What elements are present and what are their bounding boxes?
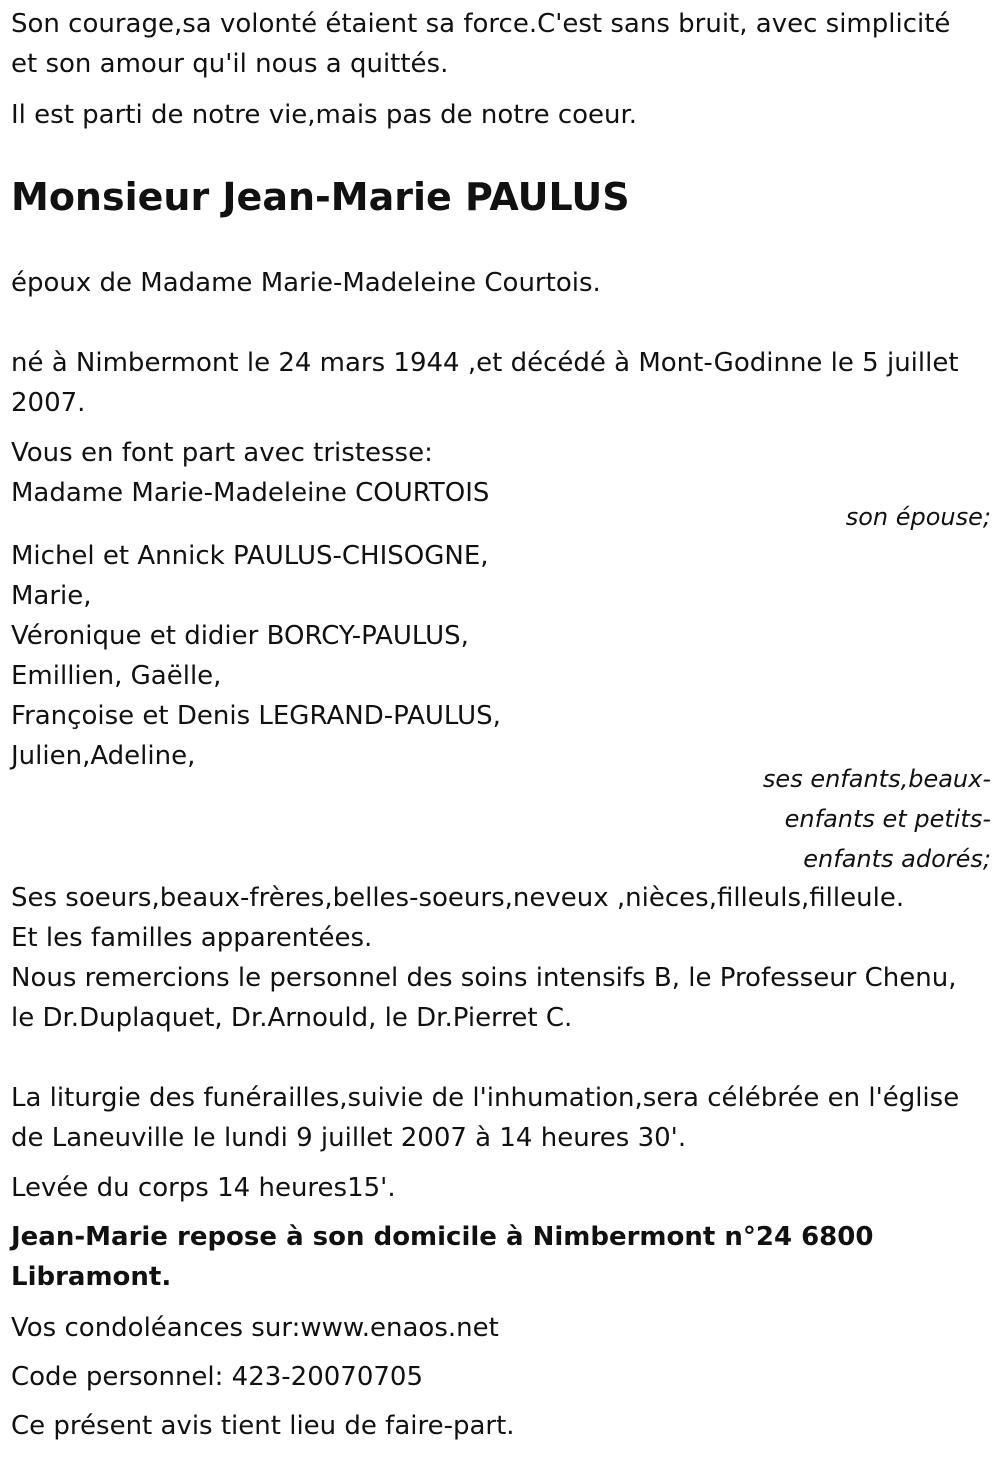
- family-line-4: le Dr.Duplaquet, Dr.Arnould, le Dr.Pierret C.: [11, 1003, 573, 1033]
- personal-code: Code personnel: 423-20070705: [11, 1362, 424, 1392]
- announcers: [11, 433, 991, 513]
- list-item: Véronique et didier BORCY-PAULUS,: [11, 621, 469, 651]
- list-item: Julien,Adeline,: [11, 741, 196, 771]
- birth-death-line-2: 2007.: [11, 388, 86, 418]
- children-role-line-3: enfants adorés;: [803, 845, 991, 873]
- family-line-1: Ses soeurs,beaux-frères,belles-soeurs,neveux ,nièces,filleuls,filleule.: [11, 883, 905, 913]
- spouse-role: son épouse;: [845, 503, 991, 531]
- family-and-thanks: [11, 878, 991, 1038]
- list-item: Michel et Annick PAULUS-CHISOGNE,: [11, 541, 489, 571]
- intro-closing: [11, 95, 991, 135]
- intro-line-3: Il est parti de notre vie,mais pas de notre coeur.: [11, 100, 638, 130]
- rest-place-line-2: Libramont.: [11, 1262, 172, 1292]
- intro-line-2: et son amour qu'il nous a quittés.: [11, 49, 449, 79]
- notice: Ce présent avis tient lieu de faire-part.: [11, 1411, 515, 1441]
- family-line-2: Et les familles apparentées.: [11, 923, 373, 953]
- intro-line-1: Son courage,sa volonté étaient sa force.C'est sans bruit, avec simplicité: [11, 9, 951, 39]
- spouse-line: époux de Madame Marie-Madeleine Courtois.: [11, 268, 601, 298]
- ceremony-line-1: La liturgie des funérailles,suivie de l'inhumation,sera célébrée en l'église: [11, 1083, 960, 1113]
- intro-quote: [11, 4, 991, 84]
- ceremony: [11, 1078, 991, 1158]
- deceased-name: Monsieur Jean-Marie PAULUS: [11, 175, 630, 219]
- rest-place-line-1: Jean-Marie repose à son domicile à Nimbermont n°24 6800: [11, 1222, 874, 1252]
- body-removal: Levée du corps 14 heures15'.: [11, 1173, 396, 1203]
- children-list: [11, 536, 991, 776]
- list-item: Françoise et Denis LEGRAND-PAULUS,: [11, 701, 501, 731]
- list-item: Emillien, Gaëlle,: [11, 661, 222, 691]
- children-role-line-2: enfants et petits-: [784, 805, 991, 833]
- announcers-intro: Vous en font part avec tristesse:: [11, 438, 433, 468]
- children-role-line-1: ses enfants,beaux-: [762, 765, 991, 793]
- condolences: Vos condoléances sur:www.enaos.net: [11, 1313, 499, 1343]
- birth-death-line-1: né à Nimbermont le 24 mars 1944 ,et décédé à Mont-Godinne le 5 juillet: [11, 348, 959, 378]
- birth-death: [11, 343, 991, 423]
- rest-place: [11, 1217, 991, 1297]
- children-role: [763, 759, 991, 879]
- family-line-3: Nous remercions le personnel des soins intensifs B, le Professeur Chenu,: [11, 963, 957, 993]
- ceremony-line-2: de Laneuville le lundi 9 juillet 2007 à 14 heures 30'.: [11, 1123, 687, 1153]
- list-item: Marie,: [11, 581, 92, 611]
- spouse-name: Madame Marie-Madeleine COURTOIS: [11, 478, 490, 508]
